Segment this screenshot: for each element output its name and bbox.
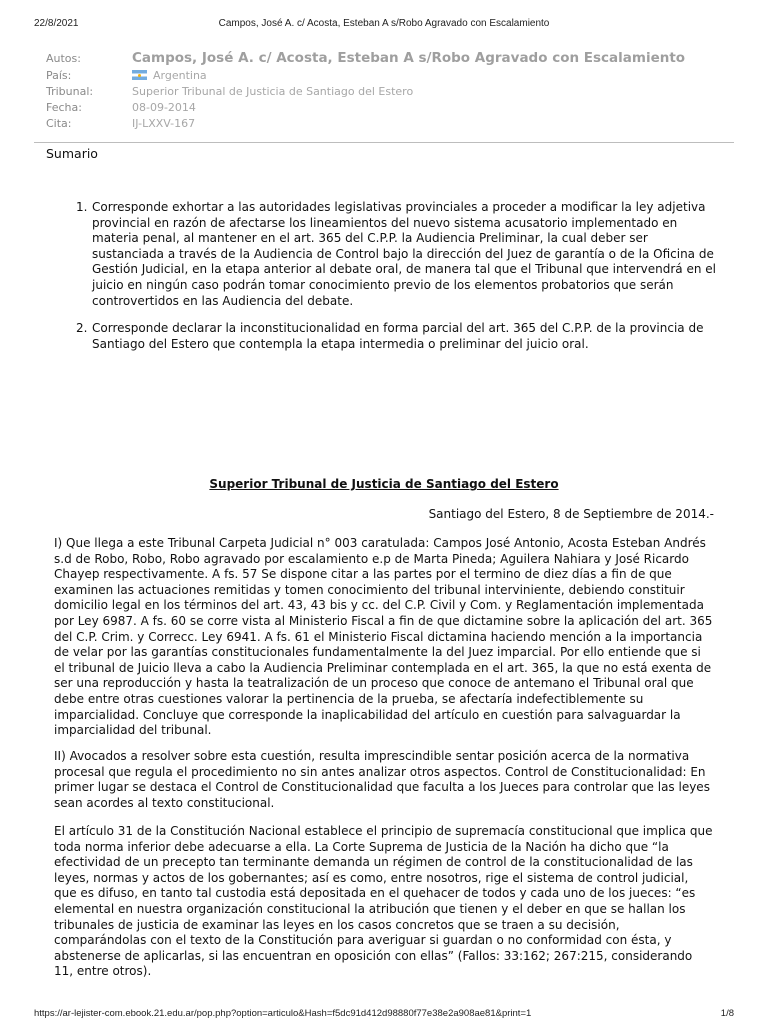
summary-item: [76, 200, 716, 309]
autos-label: Autos:: [46, 52, 81, 65]
body-paragraph: I) Que llega a este Tribunal Carpeta Judicial n° 003 caratulada: Campos José Antonio, Acosta Esteban Andrés s.d de Robo, Robo, Robo agravado por escalamiento e.p de Marta Pineda; Aguilera Nahiara y José Ricardo Chayep respectivamente. A fs. 57 Se dispone citar a las partes por el termino de diez días a fin de que examinen las actuaciones remitidas y tomen conocimiento del tribunal interviniente, debiendo constituir domicilio legal en los términos del art. 43, 43 bis y cc. del C.P. Civil y Com. y Reglamentación implementada por Ley 6987. A fs. 60 se corre vista al Ministerio Fiscal a fin de que dictamine sobre la aplicación del art. 365 del C.P. Crim. y Correcc. Ley 6941. A fs. 61 el Ministerio Fiscal dictamina haciendo mención a la importancia de velar por las garantías constitucionales fundamentalmente la del Juez imparcial. Por ello entiende que si el tribunal de Juicio lleva a cabo la Audiencia Preliminar contemplada en el art. 365, la que no está exenta de ser una reproducción y hasta la teatralización de un proceso que conoce de antemano el Tribunal oral que debe entre otras cuestiones valorar la pertinencia de la prueba, se afectaría indefectiblemente su imparcialidad. Concluye que corresponde la inaplicabilidad del artículo en cuestión para salvaguardar la imparcialidad del tribunal.: [54, 536, 713, 738]
autos-value: Campos, José A. c/ Acosta, Esteban A s/Robo Agravado con Escalamiento: [132, 50, 686, 66]
court-title: Superior Tribunal de Justicia de Santiago del Estero: [209, 477, 559, 491]
body-paragraph: II) Avocados a resolver sobre esta cuestión, resulta imprescindible sentar posición acerca de la normativa procesal que regula el procedimiento no sin antes analizar otros aspectos. Control de Constitucionalidad: En primer lugar se destaca el Control de Constitucionalidad que faculta a los Jueces para controlar que las leyes sean acordes al texto constitucional.: [54, 749, 710, 810]
sumario-heading: Sumario: [46, 146, 98, 161]
body-paragraph: El artículo 31 de la Constitución Nacional establece el principio de supremacía constitucional que implica que toda norma inferior debe adecuarse a ella. La Corte Suprema de Justicia de la Nación ha dicho que “la efectividad de un precepto tan terminante demanda un régimen de control de la constitucionalidad de las leyes, normas y actos de los gobernantes; así es como, entre nosotros, rige el sistema de control judicial, que es difuso, en tanto tal custodia está depositada en el quehacer de todos y cada uno de los jueces: “es elemental en nuestra organización constitucional la atribución que tienen y el deber en que se hallan los tribunales de justicia de examinar las leyes en los casos concretos que se traen a su decisión, comparándolas con el texto de la Constitución para averiguar si guardan o no conformidad con ésta, y abstenerse de aplicarlas, si las encuentran en oposición con ellas” (Fallos: 33:162; 267:215, considerando 11, entre otros).: [54, 824, 713, 979]
fecha-label: Fecha:: [46, 101, 82, 114]
print-header: [0, 0, 768, 46]
document-metadata: [34, 46, 734, 143]
argentina-flag-icon: [132, 70, 147, 80]
fecha-value: 08-09-2014: [132, 101, 196, 114]
summary-item: [76, 321, 716, 352]
summary-item-number: 1.: [76, 200, 88, 214]
pais-label: País:: [46, 69, 72, 82]
pais-value: Argentina: [153, 69, 207, 82]
print-title: Campos, José A. c/ Acosta, Esteban A s/Robo Agravado con Escalamiento: [218, 18, 550, 29]
summary-item-number: 2.: [76, 321, 88, 336]
print-footer-url: https://ar-lejister-com.ebook.21.edu.ar/pop.php?option=articulo&Hash=f5dc91d412d98880f77e38e2a908ae81&print=1: [34, 1008, 532, 1019]
cita-value: IJ-LXXV-167: [132, 117, 196, 130]
summary-item-text: Corresponde exhortar a las autoridades legislativas provinciales a proceder a modificar la ley adjetiva provincial en razón de afectarse los lineamientos del nuevo sistema acusatorio implementado en materia penal, al mantener en el art. 365 del C.P.P. la Audiencia Preliminar, la cual deber ser sustanciada a través de la Audiencia de Control bajo la dirección del Juez de garantía o de la Oficina de Gestión Judicial, en la etapa anterior al debate oral, de manera tal que el Tribunal que intervendrá en el juicio en ningún caso podrán tomar conocimiento previo de los elementos probatorios que serán controvertidos en las Audiencia del debate.: [92, 200, 716, 308]
print-footer-page: 1/8: [720, 1008, 734, 1019]
pais-value-wrapper: [132, 69, 207, 82]
place-date: Santiago del Estero, 8 de Septiembre de 2014.-: [428, 507, 714, 521]
cita-label: Cita:: [46, 117, 72, 130]
print-date: 22/8/2021: [34, 18, 79, 29]
summary-item-text: Corresponde declarar la inconstitucionalidad en forma parcial del art. 365 del C.P.P. de la provincia de Santiago del Estero que contempla la etapa intermedia o preliminar del juicio oral.: [92, 321, 704, 351]
tribunal-label: Tribunal:: [46, 85, 94, 98]
tribunal-value: Superior Tribunal de Justicia de Santiago del Estero: [132, 85, 414, 98]
summary-list: [76, 200, 716, 364]
